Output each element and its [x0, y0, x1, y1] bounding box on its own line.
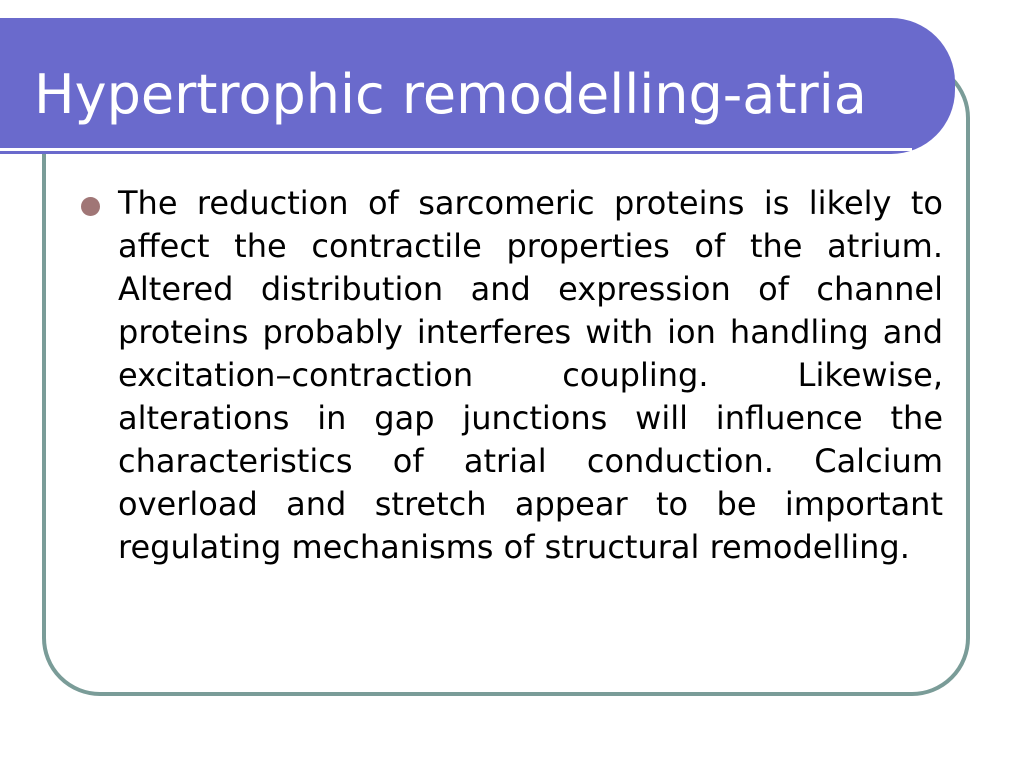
- bullet-text: The reduction of sarcomeric proteins is likely to affect the contractile properties of the atrium. Altered distribution and expression of channel proteins probably interferes with ion handling and excitation–contraction coupling. Likewise, alterations in gap junctions will influence the characteristics of atrial conduction. Calcium overload and stretch appear to be important regulating mechanisms of structural remodelling.: [118, 184, 943, 566]
- title-underline: [0, 148, 912, 151]
- bullet-icon: [81, 197, 100, 216]
- title-bar: [0, 18, 955, 154]
- slide-title: Hypertrophic remodelling-atria: [34, 63, 867, 126]
